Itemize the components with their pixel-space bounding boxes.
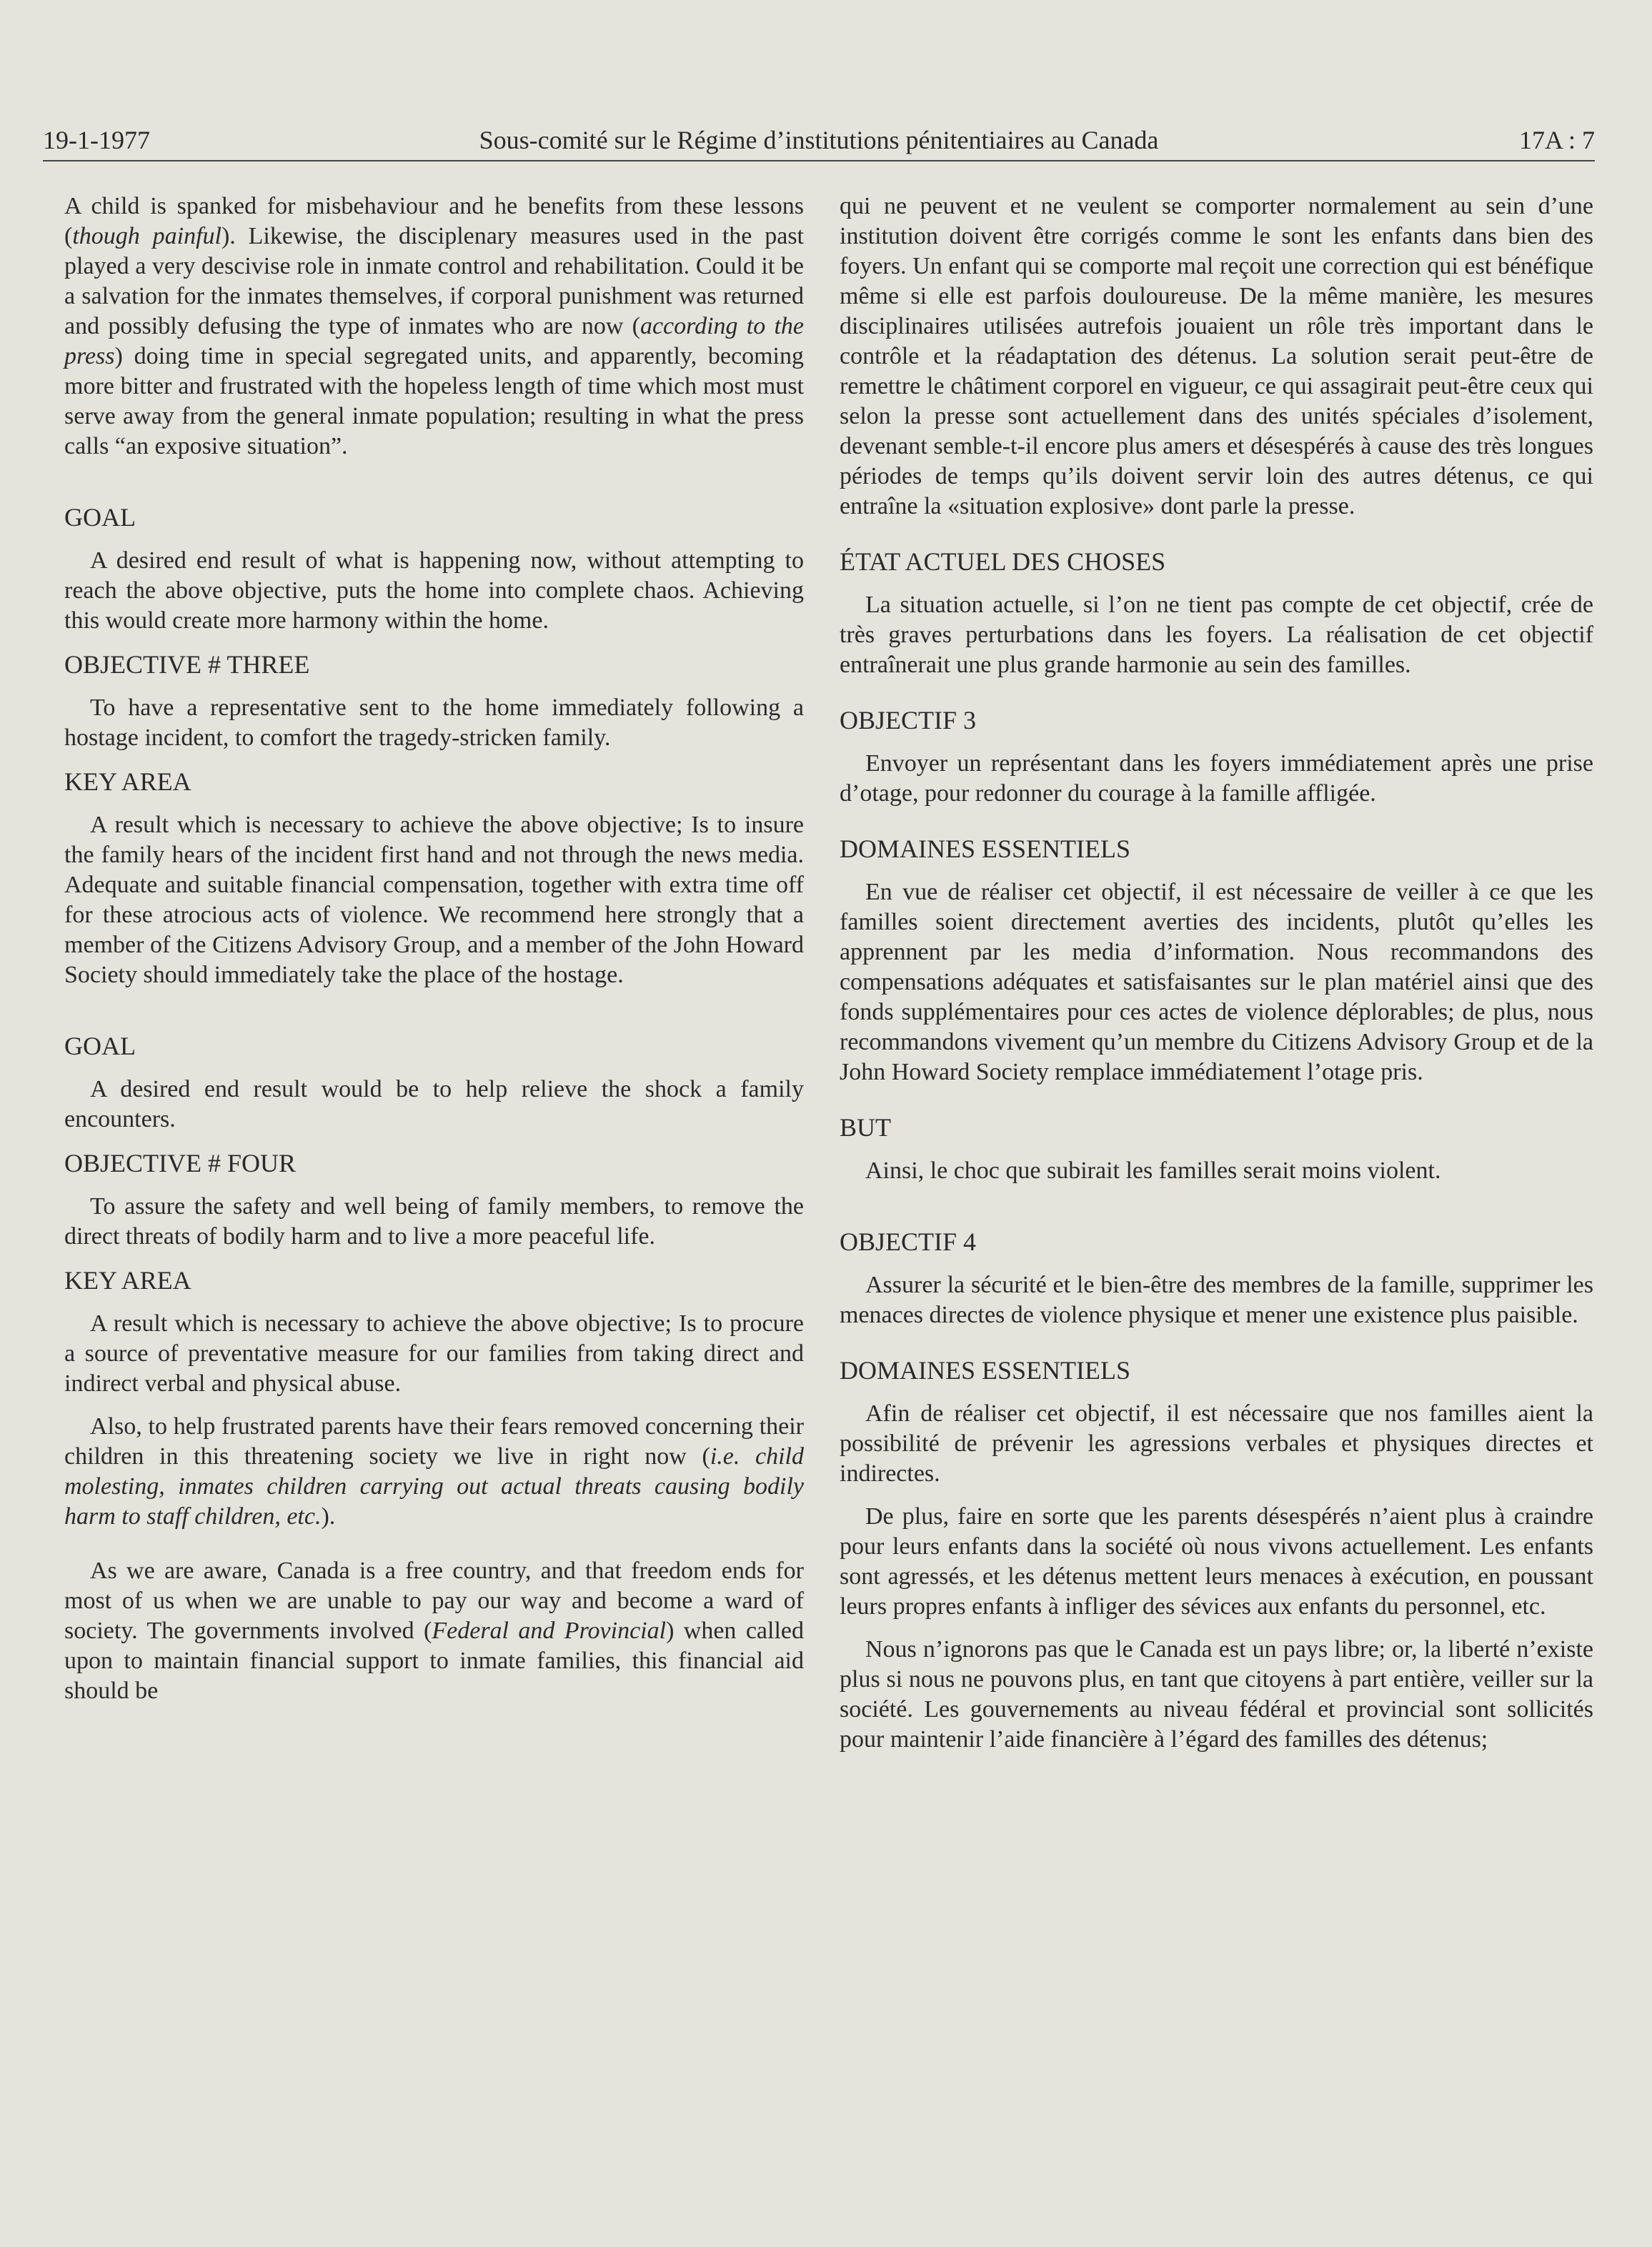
english-column: [64, 191, 804, 1706]
text-run: ) when called upon to maintain financial support to inmate families, this financial aid should be: [64, 1618, 804, 1704]
heading-objective-four: OBJECTIVE # FOUR: [64, 1149, 297, 1177]
header-date: 19-1-1977: [43, 126, 150, 154]
text-run: ) doing time in special segregated units, and apparently, becoming more bitter and frustrated with the hopeless length of time which most must serve away from the general inmate population; resulting in what the press calls “an exposive situation”.: [64, 343, 804, 459]
heading-domaines-essentiels: DOMAINES ESSENTIELS: [840, 834, 1131, 863]
paragraph-key-area: A result which is necessary to achieve the above objective; Is to insure the family hears of the incident first hand and not through the news media. Adequate and suitable financial compensation, together with extra time off for these atrocious acts of violence. We recommend here strongly that a member of the Citizens Advisory Group, and a member of the John Howard Society should immediately take the place of the hostage.: [64, 812, 804, 988]
text-run: As we are aware, Canada is a free country, and that freedom ends for most of us when we are unable to pay our way and become a ward of society. The governments involved (: [64, 1558, 804, 1644]
paragraph-but: Ainsi, le choc que subirait les familles serait moins violent.: [865, 1157, 1441, 1184]
paragraph-corporal-punishment-fr: qui ne peuvent et ne veulent se comporter normalement au sein d’une institution doivent être corrigés comme le sont les enfants dans bien des foyers. Un enfant qui se comporte mal reçoit une correction qui est bénéfique même si elle est parfois douloureuse. De la même manière, les mesures disciplinaires utilisées autrefois jouaient un rôle très important dans le contrôle et la réadaptation des détenus. La solution serait peut-être de remettre le châtiment corporel en vigueur, ce qui assagirait peut-être ceux qui selon la presse sont actuellement dans des unités spéciales d’isolement, devenant semble-t-il encore plus amers et désespérés à cause des très longues périodes de temps qu’ils doivent servir loin des autres détenus, ce qui entraîne la «situation explosive» dont parle la presse.: [840, 193, 1593, 519]
header-page-number: 17A : 7: [1518, 126, 1595, 154]
heading-key-area: KEY AREA: [64, 767, 191, 796]
paragraph-objective-four: To assure the safety and well being of family members, to remove the direct threats of bodily harm and to live a more peaceful life.: [64, 1193, 804, 1250]
paragraph-domaines-essentiels: Afin de réaliser cet objectif, il est nécessaire que nos familles aient la possibilité de prévenir les agressions verbales et physiques directes et indirectes.: [840, 1400, 1593, 1487]
italic-run: i.e. child molesting, inmates children carrying out actual threats causing bodily harm to staff children, etc.: [64, 1443, 804, 1530]
heading-key-area: KEY AREA: [64, 1266, 191, 1295]
heading-objectif-3: OBJECTIF 3: [840, 706, 977, 734]
heading-goal: GOAL: [64, 1032, 136, 1060]
heading-objective-three: OBJECTIVE # THREE: [64, 650, 310, 679]
paragraph-goal: A desired end result would be to help relieve the shock a family encounters.: [64, 1076, 804, 1132]
paragraph-goal: A desired end result of what is happening now, without attempting to reach the above objective, puts the home into complete chaos. Achieving this would create more harmony within the home.: [64, 547, 804, 634]
paragraph-objectif-4: Assurer la sécurité et le bien-être des membres de la famille, supprimer les menaces directes de violence physique et mener une existence plus paisible.: [840, 1272, 1593, 1328]
text-run: Also, to help frustrated parents have their fears removed concerning their children in this threatening society we live in right now (: [64, 1413, 804, 1470]
paragraph-free-country: [64, 1556, 804, 1706]
heading-objectif-4: OBJECTIF 4: [840, 1227, 977, 1256]
paragraph-frustrated-parents: [64, 1412, 804, 1532]
italic-run: though painful: [72, 223, 222, 249]
italic-run: Federal and Provincial: [432, 1618, 667, 1644]
paragraph-domaines-essentiels: En vue de réaliser cet objectif, il est nécessaire de veiller à ce que les familles soient directement averties des incidents, plutôt qu’elles les apprennent par les media d’information. Nous recommandons des compensations adéquates et satisfaisantes sur le plan matériel ainsi que des fonds supplémentaires pour ces actes de violence déplorables; de plus, nous recommandons vivement qu’un membre du Citizens Advisory Group et de la John Howard Society remplace immédiatement l’otage pris.: [840, 879, 1593, 1085]
paragraph-objective-three: To have a representative sent to the home immediately following a hostage incident, to comfort the tragedy-stricken family.: [64, 694, 804, 751]
paragraph-objectif-3: Envoyer un représentant dans les foyers immédiatement après une prise d’otage, pour redonner du courage à la famille affligée.: [840, 750, 1593, 807]
text-run: A child is spanked for misbehaviour and he benefits from these lessons (: [64, 193, 804, 249]
heading-etat-actuel: ÉTAT ACTUEL DES CHOSES: [840, 547, 1166, 576]
paragraph-etat-actuel: La situation actuelle, si l’on ne tient pas compte de cet objectif, crée de très graves perturbations dans les foyers. La réalisation de cet objectif entraînerait une plus grande harmonie au sein des familles.: [840, 592, 1593, 678]
heading-domaines-essentiels: DOMAINES ESSENTIELS: [840, 1356, 1131, 1385]
text-run: ).: [321, 1503, 336, 1530]
paragraph-de-plus: De plus, faire en sorte que les parents désespérés n’aient plus à craindre pour leurs enfants dans la société où nous vivons actuellement. Les enfants sont agressés, et les détenus mettent leurs menaces à exécution, en poussant leurs propres enfants à infliger des sévices aux enfants du personnel, etc.: [840, 1503, 1593, 1620]
paragraph-key-area: A result which is necessary to achieve the above objective; Is to procure a source of preventative measure for our families from taking direct and indirect verbal and physical abuse.: [64, 1310, 804, 1397]
header-title: Sous-comité sur le Régime d’institutions pénitentiaires au Canada: [479, 126, 1159, 154]
paragraph-pays-libre: Nous n’ignorons pas que le Canada est un pays libre; or, la liberté n’existe plus si nous ne pouvons plus, en tant que citoyens à part entière, veiller sur la société. Les gouvernements au niveau fédéral et provincial sont sollicités pour maintenir l’aide financière à l’égard des familles des détenus;: [840, 1636, 1593, 1753]
text-run: ). Likewise, the disciplenary measures used in the past played a very descivise role in inmate control and rehabilitation. Could it be a salvation for the inmates themselves, if corporal punishment was returned and possibly defusing the type of inmates who are now (: [64, 223, 804, 339]
paragraph-corporal-punishment: [64, 191, 804, 462]
page-header: [43, 120, 1595, 161]
french-column: [840, 191, 1593, 1755]
heading-goal: GOAL: [64, 503, 136, 532]
heading-but: BUT: [840, 1113, 891, 1142]
italic-run: according to the press: [64, 313, 804, 369]
